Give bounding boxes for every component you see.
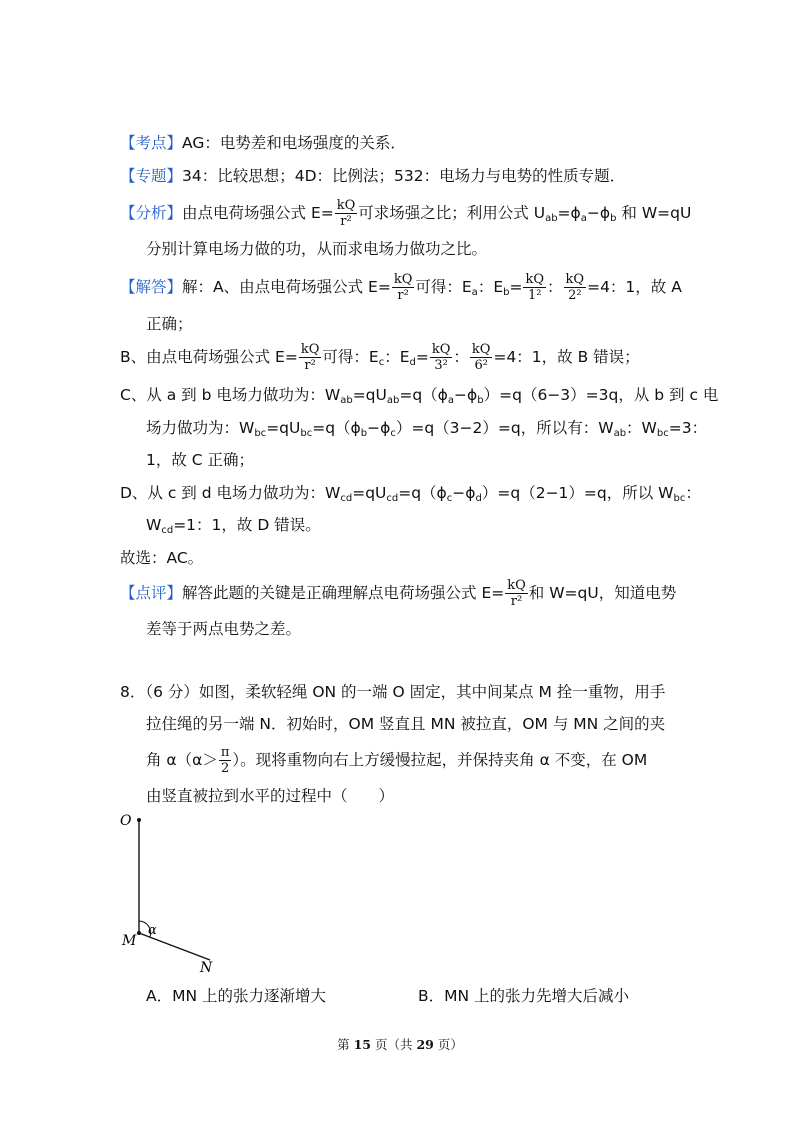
label-alpha: α xyxy=(148,923,157,938)
t: 场力做功为：W xyxy=(146,419,255,437)
t: 差等于两点电势之差。 xyxy=(146,620,302,638)
line-c xyxy=(120,384,718,412)
line-d xyxy=(120,482,701,510)
b-f: =4：1，故 B 错误； xyxy=(493,348,640,366)
jieda-c: ：E xyxy=(477,278,504,296)
fenxi-text-a: 由点电荷场强公式 E= xyxy=(182,204,334,222)
question-8-line-1 xyxy=(120,681,665,703)
kaodian-text: AG：电势差和电场强度的关系． xyxy=(182,134,406,152)
sub: b xyxy=(610,213,617,224)
label-m: M xyxy=(122,933,137,949)
fraction xyxy=(564,272,587,303)
option-a-text: A．MN 上的张力逐渐增大 xyxy=(146,987,326,1005)
fraction xyxy=(523,272,546,303)
frac-den: r² xyxy=(304,358,316,373)
b-c: ：E xyxy=(384,348,410,366)
line-answer xyxy=(120,547,203,569)
t: 和 W=qU，知道电势 xyxy=(528,584,677,602)
question-8-line-4 xyxy=(146,785,394,807)
fenxi-text-e: 和 W=qU xyxy=(616,204,692,222)
answer-text: 故选：AC。 xyxy=(120,549,204,567)
t: 页（共 xyxy=(371,1037,417,1052)
sub: a xyxy=(471,287,478,298)
sub: d xyxy=(475,493,482,504)
sub: cd xyxy=(386,493,399,504)
sub: d xyxy=(409,357,416,368)
frac-den: r² xyxy=(397,288,409,303)
label-n: N xyxy=(200,960,213,976)
sub: ab xyxy=(340,395,353,406)
frac-num: kQ xyxy=(507,578,526,593)
fraction-pi-2 xyxy=(219,745,232,776)
sub: b xyxy=(503,287,510,298)
option-b-text: B．MN 上的张力先增大后减小 xyxy=(418,987,630,1005)
frac-num: kQ xyxy=(300,342,320,357)
frac-den: 2 xyxy=(221,761,230,776)
rope-figure xyxy=(110,808,220,978)
t: ： xyxy=(685,484,701,502)
t: 由竖直被拉到水平的过程中（ ） xyxy=(146,787,395,805)
line-jieda-2 xyxy=(146,313,193,335)
t: 1，故 C 正确； xyxy=(146,451,255,469)
frac-den: r² xyxy=(510,594,523,609)
line-d-2 xyxy=(146,514,321,542)
t: =1：1，故 D 错误。 xyxy=(173,516,321,534)
t: =qU xyxy=(352,386,387,404)
sub: c xyxy=(446,493,453,504)
jieda-b: 可得：E xyxy=(415,278,472,296)
jieda-continued: 正确； xyxy=(146,315,193,333)
t: ）=q（6−3）=3q，从 b 到 c 电 xyxy=(483,386,719,404)
line-dianping-2 xyxy=(146,618,301,640)
frac-num: π xyxy=(220,745,230,760)
sub: b xyxy=(360,428,368,439)
line-fenxi-2 xyxy=(146,238,487,260)
fenxi-text-d: −ϕ xyxy=(586,204,611,222)
sub: b xyxy=(477,395,484,406)
t: ）。现将重物向右上方缓慢拉起，并保持夹角 α 不变，在 OM xyxy=(232,751,648,769)
t: 8．（6 分）如图，柔软轻绳 ON 的一端 O 固定，其中间某点 M 拴一重物，用手 xyxy=(120,683,666,701)
t: =qU xyxy=(266,419,301,437)
sub: ab xyxy=(613,428,627,439)
t: C、从 a 到 b 电场力做功为：W xyxy=(120,386,341,404)
sub: ab xyxy=(386,395,400,406)
t: −ϕ xyxy=(452,484,476,502)
point-o xyxy=(137,818,141,822)
line-kaodian xyxy=(120,132,406,154)
sub: a xyxy=(580,213,587,224)
frac-num: kQ xyxy=(525,272,545,287)
frac-num: kQ xyxy=(336,198,356,213)
sub: cd xyxy=(340,493,353,504)
question-8-line-2 xyxy=(146,713,665,735)
page-number: 15 xyxy=(353,1037,372,1052)
frac-num: kQ xyxy=(393,272,413,287)
option-b xyxy=(418,985,629,1007)
t: 解答此题的关键是正确理解点电荷场强公式 E= xyxy=(182,584,505,602)
t: −ϕ xyxy=(454,386,478,404)
line-c-2 xyxy=(146,417,707,445)
question-8-line-3 xyxy=(146,745,647,776)
fenxi-text-b: 可求场强之比；利用公式 U xyxy=(358,204,546,222)
t: =3： xyxy=(668,419,708,437)
frac-num: kQ xyxy=(471,342,491,357)
fenxi-text-c: =ϕ xyxy=(557,204,581,222)
b-a: B、由点电荷场强公式 E= xyxy=(120,348,298,366)
fraction xyxy=(299,342,322,373)
zhuanti-text: 34：比较思想；4D：比例法；532：电场力与电势的性质专题． xyxy=(182,167,626,185)
jieda-f: =4：1，故 A xyxy=(587,278,682,296)
line-zhuanti xyxy=(120,165,625,187)
line-b xyxy=(120,342,640,374)
sub: c xyxy=(390,428,396,439)
sub: bc xyxy=(673,493,686,504)
frac-den: 3² xyxy=(434,358,448,373)
fraction xyxy=(505,578,528,609)
frac-num: kQ xyxy=(431,342,451,357)
fraction xyxy=(470,342,493,373)
t: =q（ϕ xyxy=(312,419,361,437)
line-dianping xyxy=(120,578,676,609)
option-a xyxy=(146,985,326,1007)
point-m xyxy=(137,931,141,935)
sub: a xyxy=(447,395,455,406)
jieda-d: = xyxy=(509,278,523,296)
t: 拉住绳的另一端 N．初始时，OM 竖直且 MN 被拉直，OM 与 MN 之间的夹 xyxy=(146,715,666,733)
fraction-kq-r2 xyxy=(335,198,358,229)
tag-kaodian: 【考点】 xyxy=(120,134,183,152)
frac-den: 2² xyxy=(568,288,582,303)
b-e: ： xyxy=(453,348,469,366)
frac-den: 1² xyxy=(528,288,542,303)
t: ）=q（2−1）=q，所以 W xyxy=(481,484,674,502)
sub: cd xyxy=(161,525,174,536)
fraction xyxy=(392,272,415,303)
line-fenxi xyxy=(120,198,691,230)
t: 第 xyxy=(337,1037,354,1052)
t: 页） xyxy=(433,1037,463,1052)
line-c-3 xyxy=(146,449,254,471)
jieda-a: 解：A、由点电荷场强公式 E= xyxy=(182,278,391,296)
label-o: O xyxy=(120,813,132,829)
sub: bc xyxy=(656,428,669,439)
frac-den: 6² xyxy=(474,358,488,373)
jieda-e: ： xyxy=(547,278,563,296)
total-pages: 29 xyxy=(416,1037,434,1052)
line-jieda xyxy=(120,272,682,304)
tag-zhuanti: 【专题】 xyxy=(120,167,183,185)
t: ）=q（3−2）=q，所以有：W xyxy=(395,419,614,437)
sub: ab xyxy=(545,213,558,224)
t: −ϕ xyxy=(367,419,391,437)
t: ：W xyxy=(626,419,657,437)
page-footer xyxy=(0,1035,800,1053)
sub: bc xyxy=(300,428,313,439)
t: =qU xyxy=(352,484,387,502)
tag-jieda: 【解答】 xyxy=(120,278,183,296)
frac-den: r² xyxy=(340,214,352,229)
b-b: 可得：E xyxy=(322,348,379,366)
t: 角 α（α＞ xyxy=(146,751,218,769)
b-d: = xyxy=(415,348,429,366)
sub: c xyxy=(378,357,385,368)
tag-fenxi: 【分析】 xyxy=(120,204,183,222)
t: D、从 c 到 d 电场力做功为：W xyxy=(120,484,341,502)
frac-num: kQ xyxy=(565,272,585,287)
sub: bc xyxy=(254,428,267,439)
t: =q（ϕ xyxy=(398,484,447,502)
tag-dianping: 【点评】 xyxy=(120,584,183,602)
t: =q（ϕ xyxy=(399,386,448,404)
fenxi-continued: 分别计算电场力做的功，从而求电场力做功之比。 xyxy=(146,240,488,258)
fraction xyxy=(430,342,453,373)
t: W xyxy=(146,516,162,534)
